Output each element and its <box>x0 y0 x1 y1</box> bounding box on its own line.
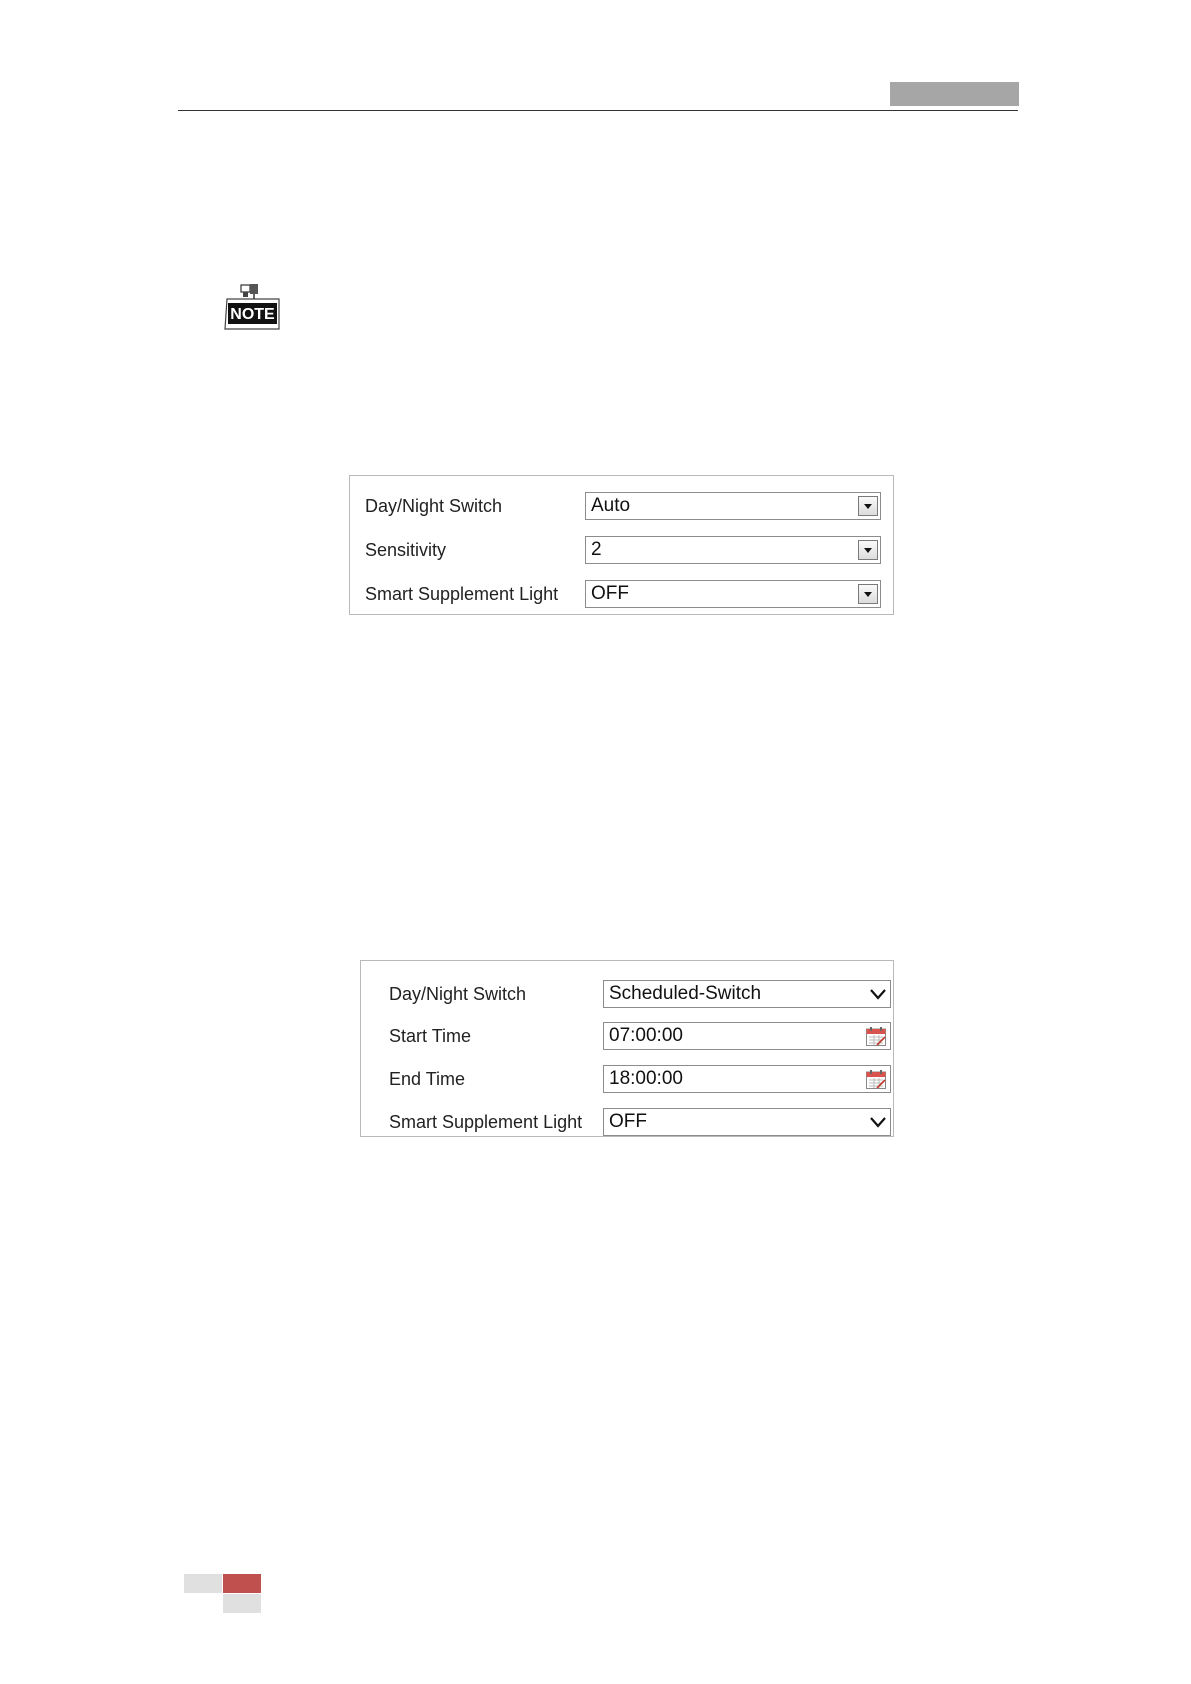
footer-marker-accent <box>223 1574 261 1593</box>
end-time-value: 18:00:00 <box>609 1068 683 1089</box>
sensitivity-select[interactable] <box>585 536 881 564</box>
note-badge-text: NOTE <box>230 306 275 323</box>
start-time-value: 07:00:00 <box>609 1025 683 1046</box>
day-night-switch-value: Auto <box>591 495 631 516</box>
day-night-switch-label: Day/Night Switch <box>389 984 527 1004</box>
end-time-label: End Time <box>389 1069 466 1089</box>
header-rule <box>178 110 1018 111</box>
start-time-input[interactable] <box>603 1022 891 1050</box>
day-night-switch-label: Day/Night Switch <box>365 496 503 516</box>
calendar-icon[interactable] <box>865 1026 887 1047</box>
start-time-row <box>361 1023 893 1049</box>
sensitivity-label: Sensitivity <box>365 540 447 560</box>
day-night-switch-value: Scheduled-Switch <box>609 983 762 1004</box>
smart-supplement-light-row <box>350 581 893 607</box>
day-night-auto-panel <box>349 475 894 615</box>
calendar-icon[interactable] <box>865 1069 887 1090</box>
smart-supplement-light-label: Smart Supplement Light <box>365 584 559 604</box>
footer-marker-gray <box>184 1574 222 1593</box>
smart-supplement-light-value: OFF <box>591 583 629 604</box>
smart-supplement-light-value: OFF <box>609 1111 647 1132</box>
smart-supplement-light-row <box>361 1109 893 1135</box>
dropdown-arrow-icon[interactable] <box>858 584 878 604</box>
sensitivity-value: 2 <box>591 539 602 560</box>
day-night-switch-row <box>350 493 893 519</box>
day-night-scheduled-panel <box>360 960 894 1137</box>
end-time-input[interactable] <box>603 1065 891 1093</box>
day-night-switch-select[interactable] <box>603 980 891 1008</box>
dropdown-arrow-icon[interactable] <box>858 496 878 516</box>
smart-supplement-light-select[interactable] <box>585 580 881 608</box>
sensitivity-row <box>350 537 893 563</box>
chevron-down-icon[interactable] <box>869 1114 887 1130</box>
header-tab <box>890 82 1019 106</box>
chevron-down-icon[interactable] <box>869 986 887 1002</box>
day-night-switch-select[interactable] <box>585 492 881 520</box>
smart-supplement-light-select[interactable] <box>603 1108 891 1136</box>
start-time-label: Start Time <box>389 1026 472 1046</box>
footer-marker-gray <box>223 1594 261 1613</box>
end-time-row <box>361 1066 893 1092</box>
smart-supplement-light-label: Smart Supplement Light <box>389 1112 583 1132</box>
note-icon <box>221 283 283 331</box>
day-night-switch-row <box>361 981 893 1007</box>
dropdown-arrow-icon[interactable] <box>858 540 878 560</box>
